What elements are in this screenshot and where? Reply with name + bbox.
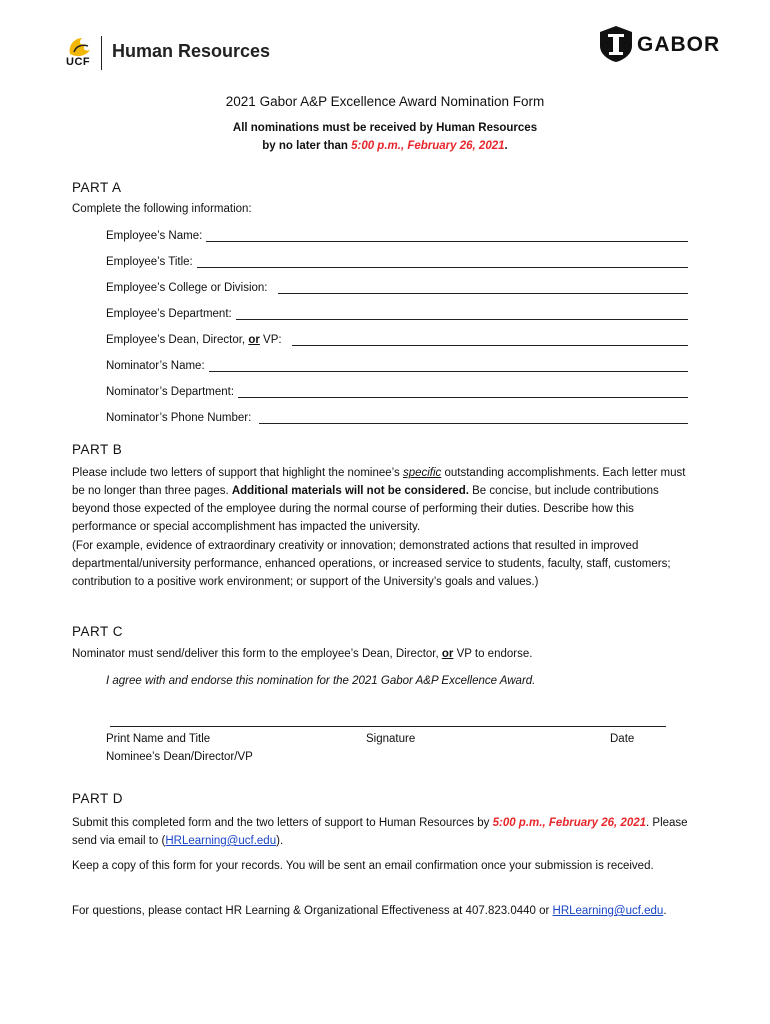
part-b-warning: Additional materials will not be considered. xyxy=(231,485,469,497)
part-b-examples: (For example, evidence of extraordinary creativity or innovation; demonstrated actions that resulted in improved departmental/university performance, enhanced operations, or increased service to students, faculty, staff, customers; contribution to a positive work environment; or support of the University’s goals and values.) xyxy=(72,540,671,588)
employee-college-input-line[interactable] xyxy=(278,281,689,294)
part-d-contact xyxy=(72,902,694,920)
nominator-name-field[interactable] xyxy=(106,359,688,372)
header-divider xyxy=(101,36,102,70)
deadline-prefix: by no later than xyxy=(262,140,352,152)
part-b-text-2: outstanding accomplishments. Each letter must be no longer than three pages. xyxy=(72,467,686,497)
employee-dean-input-line[interactable] xyxy=(292,333,688,346)
employee-title-label: Employee’s Title: xyxy=(106,256,193,268)
part-c-text-2: VP to endorse. xyxy=(453,648,533,660)
employee-title-input-line[interactable] xyxy=(197,255,688,268)
employee-college-label: Employee’s College or Division: xyxy=(106,282,268,294)
contact-email-link[interactable]: HRLearning@ucf.edu xyxy=(552,905,664,917)
deadline-suffix: . xyxy=(504,140,508,152)
part-c-or: or xyxy=(441,648,454,660)
part-d-deadline: 5:00 p.m., February 26, 2021 xyxy=(492,817,647,829)
employee-college-field[interactable] xyxy=(106,281,688,294)
submission-deadline-line xyxy=(0,140,770,152)
part-c-heading: PART C xyxy=(72,624,124,639)
part-d-heading: PART D xyxy=(72,791,124,806)
nominator-department-field[interactable] xyxy=(106,385,688,398)
employee-dean-label xyxy=(106,334,282,346)
deadline-text: 5:00 p.m., February 26, 2021 xyxy=(351,140,505,152)
endorser-role-label: Nominee’s Dean/Director/VP xyxy=(106,751,253,763)
part-b-instructions xyxy=(72,464,694,536)
signature-label: Signature xyxy=(366,733,416,745)
part-d-text-1: Submit this completed form and the two letters of support to Human Resources by xyxy=(72,817,493,829)
part-d-text-3: ). xyxy=(276,835,284,847)
employee-name-field[interactable] xyxy=(106,229,688,242)
dean-label-suffix: VP: xyxy=(259,334,282,346)
part-c-text-1: Nominator must send/deliver this form to the employee’s Dean, Director, xyxy=(72,648,442,660)
employee-title-field[interactable] xyxy=(106,255,688,268)
part-d-submission xyxy=(72,814,694,850)
department-title: Human Resources xyxy=(112,41,271,61)
nominator-name-input-line[interactable] xyxy=(209,359,688,372)
dean-label-prefix: Employee’s Dean, Director, xyxy=(106,334,249,346)
signature-line[interactable] xyxy=(110,726,666,727)
part-c-instructions xyxy=(72,648,532,660)
part-b-text-1: Please include two letters of support that highlight the nominee’s xyxy=(72,467,403,479)
part-d-contact-text: For questions, please contact HR Learning & Organizational Effectiveness at 407.823.0440 or xyxy=(72,905,553,917)
submission-notice: All nominations must be received by Human Resources xyxy=(232,122,538,134)
employee-name-label: Employee’s Name: xyxy=(106,230,203,242)
part-d-text-2: . Please send via email to ( xyxy=(72,817,688,847)
part-d-contact-end: . xyxy=(663,905,667,917)
employee-dean-field[interactable] xyxy=(106,333,688,346)
employee-department-input-line[interactable] xyxy=(236,307,688,320)
nominator-phone-input-line[interactable] xyxy=(259,411,688,424)
nominator-department-input-line[interactable] xyxy=(238,385,688,398)
employee-name-input-line[interactable] xyxy=(206,229,688,242)
part-a-intro: Complete the following information: xyxy=(72,203,252,215)
nominator-department-label: Nominator’s Department: xyxy=(106,386,235,398)
employee-department-label: Employee’s Department: xyxy=(106,308,232,320)
form-title: 2021 Gabor A&P Excellence Award Nomination Form xyxy=(225,94,545,109)
employee-department-field[interactable] xyxy=(106,307,688,320)
endorsement-statement: I agree with and endorse this nomination for the 2021 Gabor A&P Excellence Award. xyxy=(106,675,536,687)
hr-email-link[interactable]: HRLearning@ucf.edu xyxy=(165,835,277,847)
part-d-records-note: Keep a copy of this form for your records. You will be sent an email confirmation once your submission is received. xyxy=(72,860,654,872)
ucf-wordmark: UCF xyxy=(66,56,91,68)
part-b-heading: PART B xyxy=(72,442,123,457)
nominator-phone-label: Nominator’s Phone Number: xyxy=(106,412,252,424)
dean-label-or: or xyxy=(248,334,260,346)
date-label: Date xyxy=(610,733,635,745)
gabor-shield-logo xyxy=(596,24,636,64)
nominator-phone-field[interactable] xyxy=(106,411,688,424)
part-a-heading: PART A xyxy=(72,180,122,195)
gabor-wordmark: GABOR xyxy=(637,33,721,56)
part-b-text-3: Be concise, but include contributions beyond those expected of the employee during the normal course of performing their duties. Describe how this performance or special accomplishment has impacted the university. xyxy=(72,485,659,533)
nominator-name-label: Nominator’s Name: xyxy=(106,360,205,372)
part-b-specific-emphasis: specific xyxy=(402,467,442,479)
print-name-label: Print Name and Title xyxy=(106,733,211,745)
